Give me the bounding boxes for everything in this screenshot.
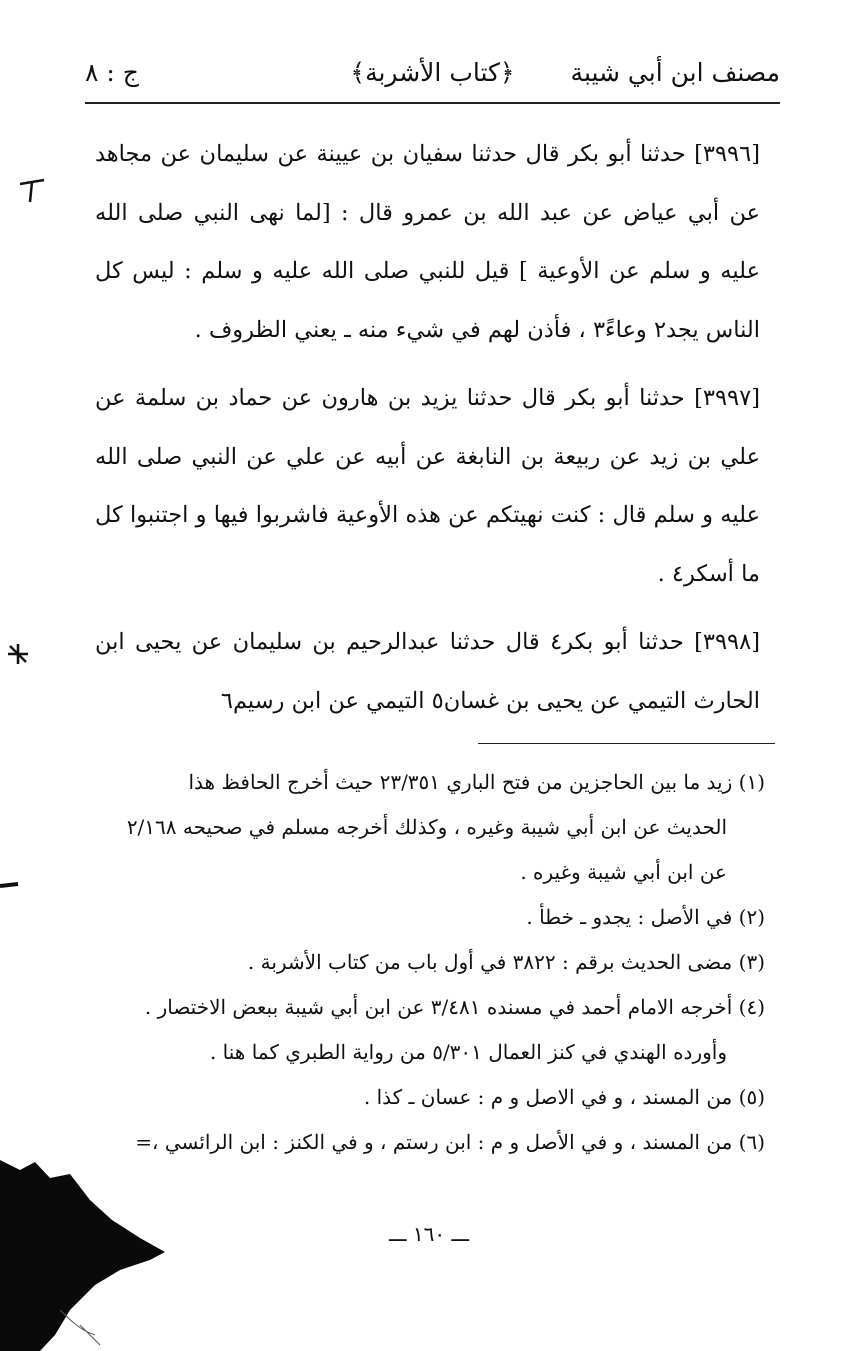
footnote-line: (٦) من المسند ، و في الأصل و م : ابن رستم ، و في الكنز : ابن الرائسي ،=: [135, 1130, 765, 1154]
footnote-line: (٣) مضى الحديث برقم : ٣٨٢٢ في أول باب من كتاب الأشربة .: [247, 950, 765, 974]
chapter-title: ﴿كتاب الأشربة﴾: [350, 58, 515, 87]
main-text: [95, 125, 760, 740]
footnote-line: (١) زيد ما بين الحاجزين من فتح الباري ٢٣/٣٥١ حيث أخرج الحافظ هذا: [188, 770, 765, 794]
hadith-paragraph: [٣٩٩٦] حدثنا أبو بكر قال حدثنا سفيان بن عيينة عن سليمان عن مجاهد عن أبي عياض عن عبد الله بن عمرو قال : [لما نهى النبي صلى الله عليه و سلم عن الأوعية ] قيل للنبي صلى الله عليه و سلم : ليس كل الناس يجد٢ وعاءً٣ ، فأذن لهم في شيء منه ـ يعني الظروف .: [95, 141, 760, 343]
margin-mark-icon: [18, 176, 48, 206]
footnotes: [95, 760, 765, 1165]
footnote-line: الحديث عن ابن أبي شيبة وغيره ، وكذلك أخرجه مسلم في صحيحه ٢/١٦٨: [126, 815, 727, 839]
scan-damage-icon: [0, 1160, 170, 1351]
footnote-line: (٥) من المسند ، و في الاصل و م : عسان ـ كذا .: [363, 1085, 765, 1109]
page-number: ـــ ١٦٠ ـــ: [388, 1222, 470, 1246]
hadith-paragraph: [٣٩٩٨] حدثنا أبو بكر٤ قال حدثنا عبدالرحيم بن سليمان عن يحيى ابن الحارث التيمي عن يحيى بن غسان٥ التيمي عن ابن رسيم٦: [95, 629, 760, 714]
margin-mark-icon: [4, 640, 32, 668]
footnote-line: (٢) في الأصل : يجدو ـ خطأ .: [526, 905, 765, 929]
footnote-line: عن ابن أبي شيبة وغيره .: [520, 860, 727, 884]
hadith-paragraph: [٣٩٩٧] حدثنا أبو بكر قال حدثنا يزيد بن هارون عن حماد بن سلمة عن علي بن زيد عن ربيعة بن النابغة عن أبيه عن علي عن النبي صلى الله عليه و سلم قال : كنت نهيتكم عن هذه الأوعية فاشربوا فيها و اجتنبوا كل ما أسكر٤ .: [95, 385, 760, 587]
running-header: [85, 50, 780, 102]
margin-mark-icon: [0, 878, 20, 894]
header-divider: [85, 102, 780, 104]
footnote-line: وأورده الهندي في كنز العمال ٥/٣٠١ من رواية الطبري كما هنا .: [209, 1040, 727, 1064]
footnote-divider: [478, 743, 775, 744]
footnote-line: (٤) أخرجه الامام أحمد في مسنده ٣/٤٨١ عن ابن أبي شيبة ببعض الاختصار .: [144, 995, 765, 1019]
book-title: مصنف ابن أبي شيبة: [570, 58, 780, 87]
volume-number: ج : ٨: [85, 58, 139, 87]
